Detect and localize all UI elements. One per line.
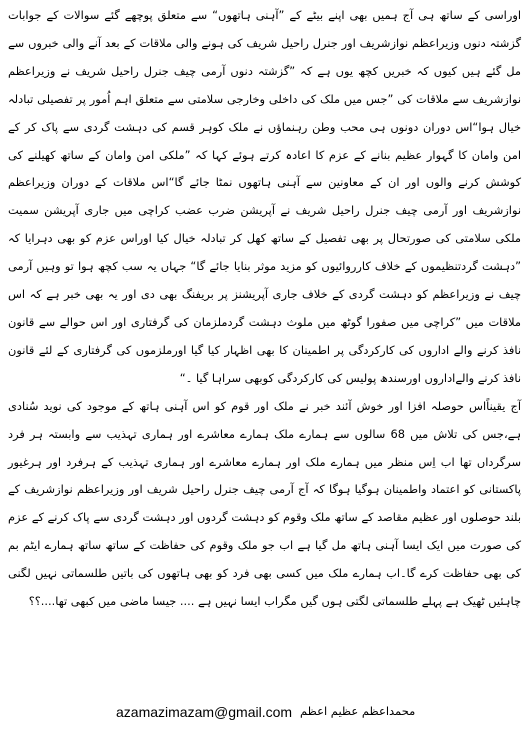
signature-line [0, 702, 529, 724]
article-paragraph-1: اوراسی کے ساتھ ہی آج ہمیں بھی اپنے بیٹے کے ”آہنی ہاتھوں“ سے متعلق پوچھے گئے سوالات کے جوابات گزشتہ دنوں وزیراعظم نوازشریف اور جنرل راحیل شریف کی ہونے والی ملاقات کے بعد آنے والی خبروں سے مل گئے ہیں کیوں کہ خبریں کچھ یوں ہے کہ ”گزشتہ دنوں آرمی چیف جنرل راحیل شریف نے وزیراعظم نوازشریف سے ملاقات کی ”جس میں ملک کی داخلی وخارجی سلامتی سے متعلق اہم اُمور پر تفصیلی تبادلہ خیال ہوا“اس دوران دونوں ہی محب وطن رہنماؤں نے ملک کوہر قسم کی دہشت گردی سے پاک کر کے امن وامان کا گہوار عظیم بنانے کے عزم کا اعادہ کرتے ہوئے کہا کہ ”ملکی امن وامان کے ساتھ کھیلنے کی کوشش کرنے والوں اور ان کے معاونین سے آہنی ہاتھوں نمٹا جائے گا“اس ملاقات کے دوران وزیراعظم نوازشریف اور آرمی چیف جنرل راحیل شریف نے آپریشن ضرب عضب کراچی میں جاری آپریشن سمیت ملکی سلامتی کی صورتحال پر بھی تفصیل کے ساتھ کھل کر تبادلہ خیال کیا اوراس عزم کو بھی دہرایا کہ ”دہشت گردتنظیموں کے خلاف کارروائیوں کو مزید موثر بنایا جائے گا“ جہاں یہ سب کچھ ہوا تو وہیں آرمی چیف نے وزیراعظم کو دہشت گردی کے خلاف جاری آپریشنز پر بریفنگ بھی دی اور یہ بھی خبر ہے کہ اس ملاقات میں ”کراچی میں صفورا گوٹھ میں ملوث دہشت گردملزمان کی گرفتاری اور اس حوالے سے قانون نافذ کرنے والے اداروں کی کارکردگی پر اطمینان کا بھی اظہار کیا گیا اورملزموں کی گرفتاری کے لئے قانون نافذ کرنے والےاداروں اورسندھ پولیس کی کارکردگی کوبھی سراہا گیا ۔“ [8, 8, 521, 385]
author-name: محمداعظم عظیم اعظم [300, 704, 416, 718]
article-body [8, 2, 521, 616]
author-email: azamazimazam@gmail.com [116, 704, 293, 720]
article-paragraph-2: آج یقیناًاس حوصلہ افزا اور خوش آئند خبر نے ملک اور قوم کو اس آہنی ہاتھ کے موجود کی نوید سُنادی ہے،جس کی تلاش میں 68 سالوں سے ہمارے ملک ہمارے معاشرے اور ہماری تہذیب سے وابستہ ہر فرد سرگرداں تھا اب اِس منظر میں ہمارے ملک اور ہمارے معاشرے اور ہماری تہذیب کے ہرفرد اور ہرغیور پاکستانی کو اعتماد واطمینان ہوگیا ہوگا کہ آج آرمی چیف جنرل راحیل شریف اور وزیراعظم نوازشریف کے بلند حوصلوں اور عظیم مقاصد کے ساتھ ملک وقوم کو دہشت گردوں اور دہشت گردی سے پاک کرنے کے عزم کی صورت میں ایک ایسا آہنی ہاتھ مل گیا ہے اب جو ملک وقوم کی حفاظت کے ساتھ ساتھ ہمارے ایٹم بم کی بھی حفاظت کرے گا۔اب ہمارے ملک میں کسی بھی فرد کو بھی ہاتھوں کی باتیں طلسماتی نہیں لگنی چاہئیں ٹھیک ہے پہلے طلسماتی لگتی ہوں گیں مگراب ایسا نہیں ہے .... جیسا ماضی میں کبھی تھا....؟؟ [8, 398, 521, 609]
